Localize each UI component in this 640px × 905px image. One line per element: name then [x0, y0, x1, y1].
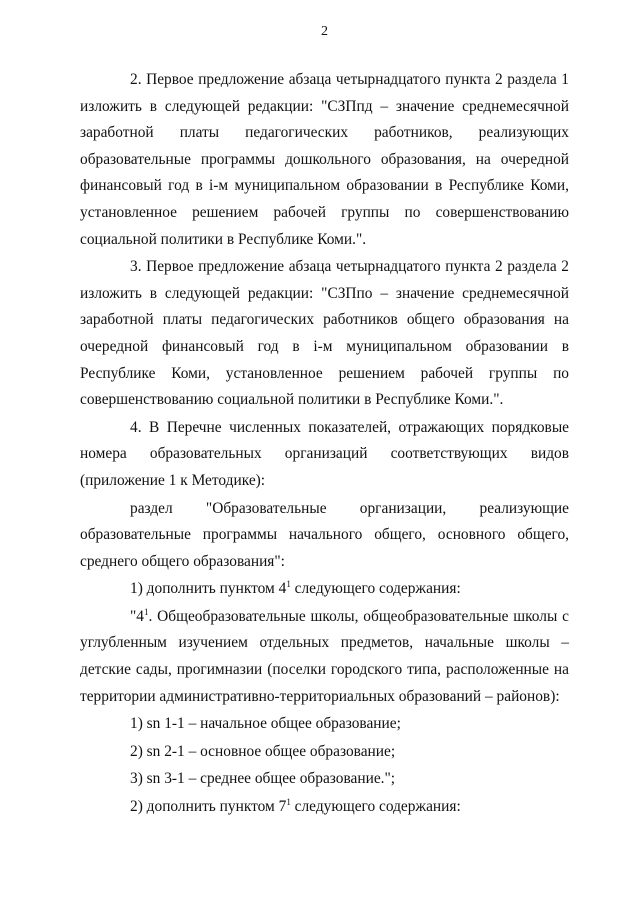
point-4-1-superscript: 1 — [143, 606, 149, 617]
page-number: 2 — [321, 24, 328, 39]
paragraph-add-point-7-1 — [80, 794, 569, 821]
point-4-1-text: . Общеобразовательные школы, общеобразовательные школы с углубленным изучением отдельных предметов, начальные школы – детские сады, прогимназии (поселки городского типа, расположенные на территории административно-территориальных образований – районов): — [80, 607, 569, 705]
paragraph-point-4-1-content — [80, 604, 569, 710]
add-point-7-1-superscript: 1 — [286, 797, 291, 808]
add-point-4-1-superscript: 1 — [286, 579, 291, 590]
add-point-7-1-tail: следующего содержания: — [290, 798, 461, 816]
list-item-sn-1: 1) sn 1-1 – начальное общее образование; — [130, 715, 401, 733]
paragraph-amendment-2: 2. Первое предложение абзаца четырнадцатого пункта 2 раздела 1 изложить в следующей редакции: "СЗПпд – значение среднемесячной заработной платы педагогических работников, реализующих образовательные программы дошкольного образования, на очередной финансовый год в i-м муниципальном образовании в Республике Коми, установленное решением рабочей группы по совершенствованию социальной политики в Республике Коми.". — [80, 71, 569, 248]
paragraph-add-point-4-1 — [80, 576, 569, 603]
point-4-1-number: "4 — [130, 607, 144, 625]
paragraph-amendment-3: 3. Первое предложение абзаца четырнадцатого пункта 2 раздела 2 изложить в следующей редакции: "СЗПпо – значение среднемесячной заработной платы педагогических работников общего образования на очередной финансовый год в i-м муниципальном образовании в Республике Коми, установленное решением рабочей группы по совершенствованию социальной политики в Республике Коми.". — [80, 258, 569, 409]
paragraph-section-title: раздел "Образовательные организации, реализующие образовательные программы начального общего, основного общего, среднего общего образования": — [80, 499, 569, 570]
add-point-4-1-tail: следующего содержания: — [290, 580, 461, 598]
list-item-sn-3: 3) sn 3-1 – среднее общее образование."; — [130, 770, 396, 788]
list-item-sn-2: 2) sn 2-1 – основное общее образование; — [130, 742, 396, 760]
add-point-4-1-text: 1) дополнить пунктом 4 — [130, 580, 287, 598]
paragraph-amendment-4: 4. В Перечне численных показателей, отражающих порядковые номера образовательных организаций соответствующих видов (приложение 1 к Методике): — [80, 418, 569, 489]
add-point-7-1-text: 2) дополнить пунктом 7 — [130, 798, 287, 816]
